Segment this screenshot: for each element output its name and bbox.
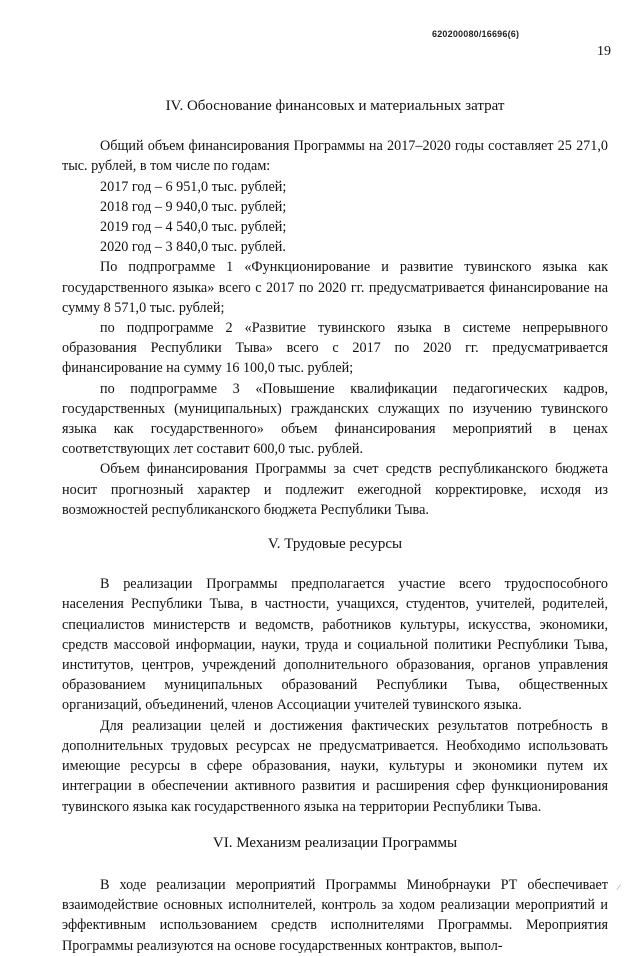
- document-body: [62, 96, 608, 956]
- section-4-paragraph: Объем финансирования Программы за счет средств республиканского бюджета носит прогнозный характер и подлежит ежегодной корректировке, исходя из возможностей республиканского бюджета Республики Тыва.: [62, 461, 608, 518]
- section-5-paragraph: В реализации Программы предполагается участие всего трудоспособного населения Республики Тыва, в частности, учащихся, студентов, учителей, родителей, специалистов министерств и ведомств, работников культуры, искусства, экономики, средств массовой информации, науки, труда и социальной политики Республики Тыва, институтов, центров, учреждений дополнительного образования, органов управления образованием муниципальных образований Республики Тыва, общественных организаций, объединений, членов Ассоциации учителей тувинского языка.: [62, 576, 608, 714]
- section-6-title: VI. Механизм реализации Программы: [212, 834, 458, 851]
- section-6-paragraph: В ходе реализации мероприятий Программы Минобрнауки РТ обеспечивает взаимодействие основных исполнителей, контроль за ходом реализации мероприятий и эффективным использованием средств исполнителями Программы. Мероприятия Программы реализуются на основе государственных контрактов, выпол-: [62, 876, 608, 954]
- section-4-paragraph: по подпрограмме 3 «Повышение квалификации педагогических кадров, государственных (муниципальных) гражданских служащих по изучению тувинского языка как государственного» объем финансирования мероприятий в ценах соответствующих лет составит 600,0 тыс. рублей.: [62, 380, 608, 458]
- section-5-title: V. Трудовые ресурсы: [267, 536, 403, 553]
- section-4-title: IV. Обоснование финансовых и материальных затрат: [165, 98, 505, 114]
- margin-mark: ⁄: [618, 883, 620, 892]
- year-line: 2017 год – 6 951,0 тыс. рублей;: [100, 178, 287, 195]
- section-4-paragraph: По подпрограмме 1 «Функционирование и развитие тувинского языка как государственного языка» всего с 2017 по 2020 гг. предусматривается финансирование на сумму 8 571,0 тыс. рублей;: [62, 259, 608, 316]
- page-number: 19: [597, 44, 611, 59]
- section-4-paragraph: Общий объем финансирования Программы на 2017–2020 годы составляет 25 271,0 тыс. рублей, в том числе по годам:: [62, 138, 608, 175]
- year-line: 2019 год – 4 540,0 тыс. рублей;: [100, 219, 287, 236]
- year-line: 2018 год – 9 940,0 тыс. рублей;: [100, 198, 287, 215]
- year-line: 2020 год – 3 840,0 тыс. рублей.: [100, 239, 286, 256]
- section-4-paragraph: по подпрограмме 2 «Развитие тувинского языка в системе непрерывного образования Республики Тыва» всего с 2017 по 2020 гг. предусматривается финансирование на сумму 16 100,0 тыс. рублей;: [62, 320, 608, 377]
- document-id: 620200080/16696(6): [432, 29, 520, 39]
- section-5-paragraph: Для реализации целей и достижения фактических результатов потребность в дополнительных трудовых ресурсах не предусматривается. Необходимо использовать имеющие ресурсы в сфере образования, науки, культуры и экономики путем их интеграции в обеспечении активного развития и расширения сфер функционирования тувинского языка как государственного языка на территории Республики Тыва.: [62, 717, 608, 815]
